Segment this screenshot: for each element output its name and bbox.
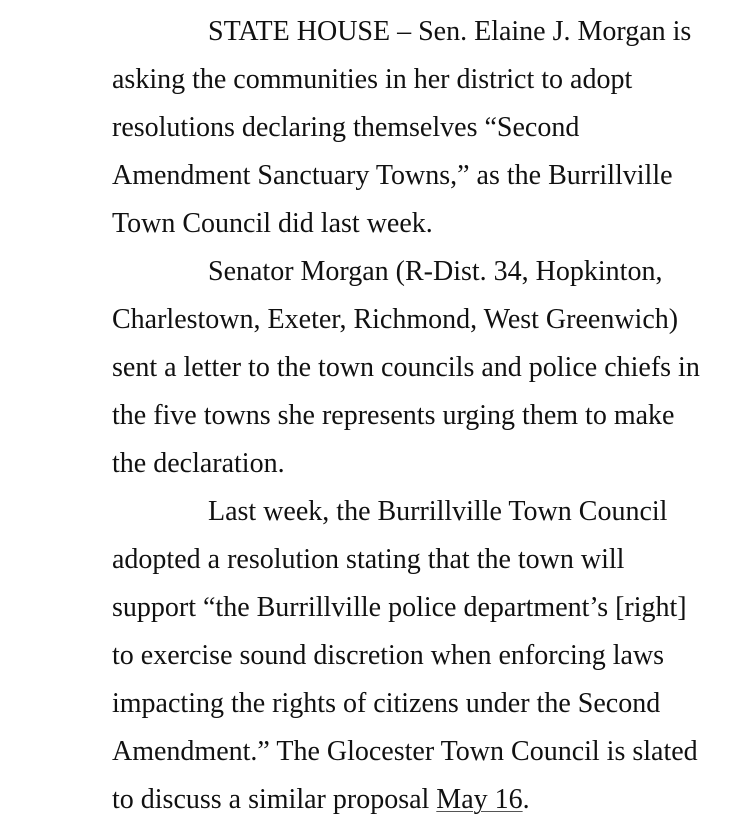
date-link[interactable]: May 16 [436, 784, 523, 815]
paragraph-3-line-5: impacting the rights of citizens under the Second [112, 688, 661, 719]
paragraph-2-line-5: the declaration. [112, 448, 285, 479]
paragraph-2-line-3: sent a letter to the town councils and police chiefs in [112, 352, 700, 383]
paragraph-3-line-7 [16, 776, 716, 824]
paragraph-1 [16, 8, 716, 248]
paragraph-1-line-4: Amendment Sanctuary Towns,” as the Burrillville [112, 160, 673, 191]
paragraph-2-line-1: Senator Morgan (R-Dist. 34, Hopkinton, [208, 256, 663, 287]
paragraph-1-line-3: resolutions declaring themselves “Second [112, 112, 580, 143]
paragraph-3-line-1: Last week, the Burrillville Town Council [208, 496, 668, 527]
paragraph-2-line-2: Charlestown, Exeter, Richmond, West Greenwich) [112, 304, 679, 335]
paragraph-3 [16, 488, 716, 824]
article-body [16, 8, 716, 824]
paragraph-3-line-3: support “the Burrillville police department’s [right] [112, 592, 687, 623]
paragraph-3-line-4: to exercise sound discretion when enforcing laws [112, 640, 665, 671]
paragraph-3-line-2: adopted a resolution stating that the town will [112, 544, 625, 575]
paragraph-1-line-2: asking the communities in her district to adopt [112, 64, 633, 95]
paragraph-1-line-5: Town Council did last week. [112, 208, 433, 239]
paragraph-2-line-4: the five towns she represents urging them to make [112, 400, 675, 431]
paragraph-2 [16, 248, 716, 488]
paragraph-1-line-1: STATE HOUSE – Sen. Elaine J. Morgan is [208, 16, 692, 47]
paragraph-3-line-6: Amendment.” The Glocester Town Council is slated [112, 736, 698, 767]
paragraph-3-trailing-period: . [522, 784, 530, 815]
paragraph-3-line-7-text: to discuss a similar proposal [112, 784, 437, 815]
